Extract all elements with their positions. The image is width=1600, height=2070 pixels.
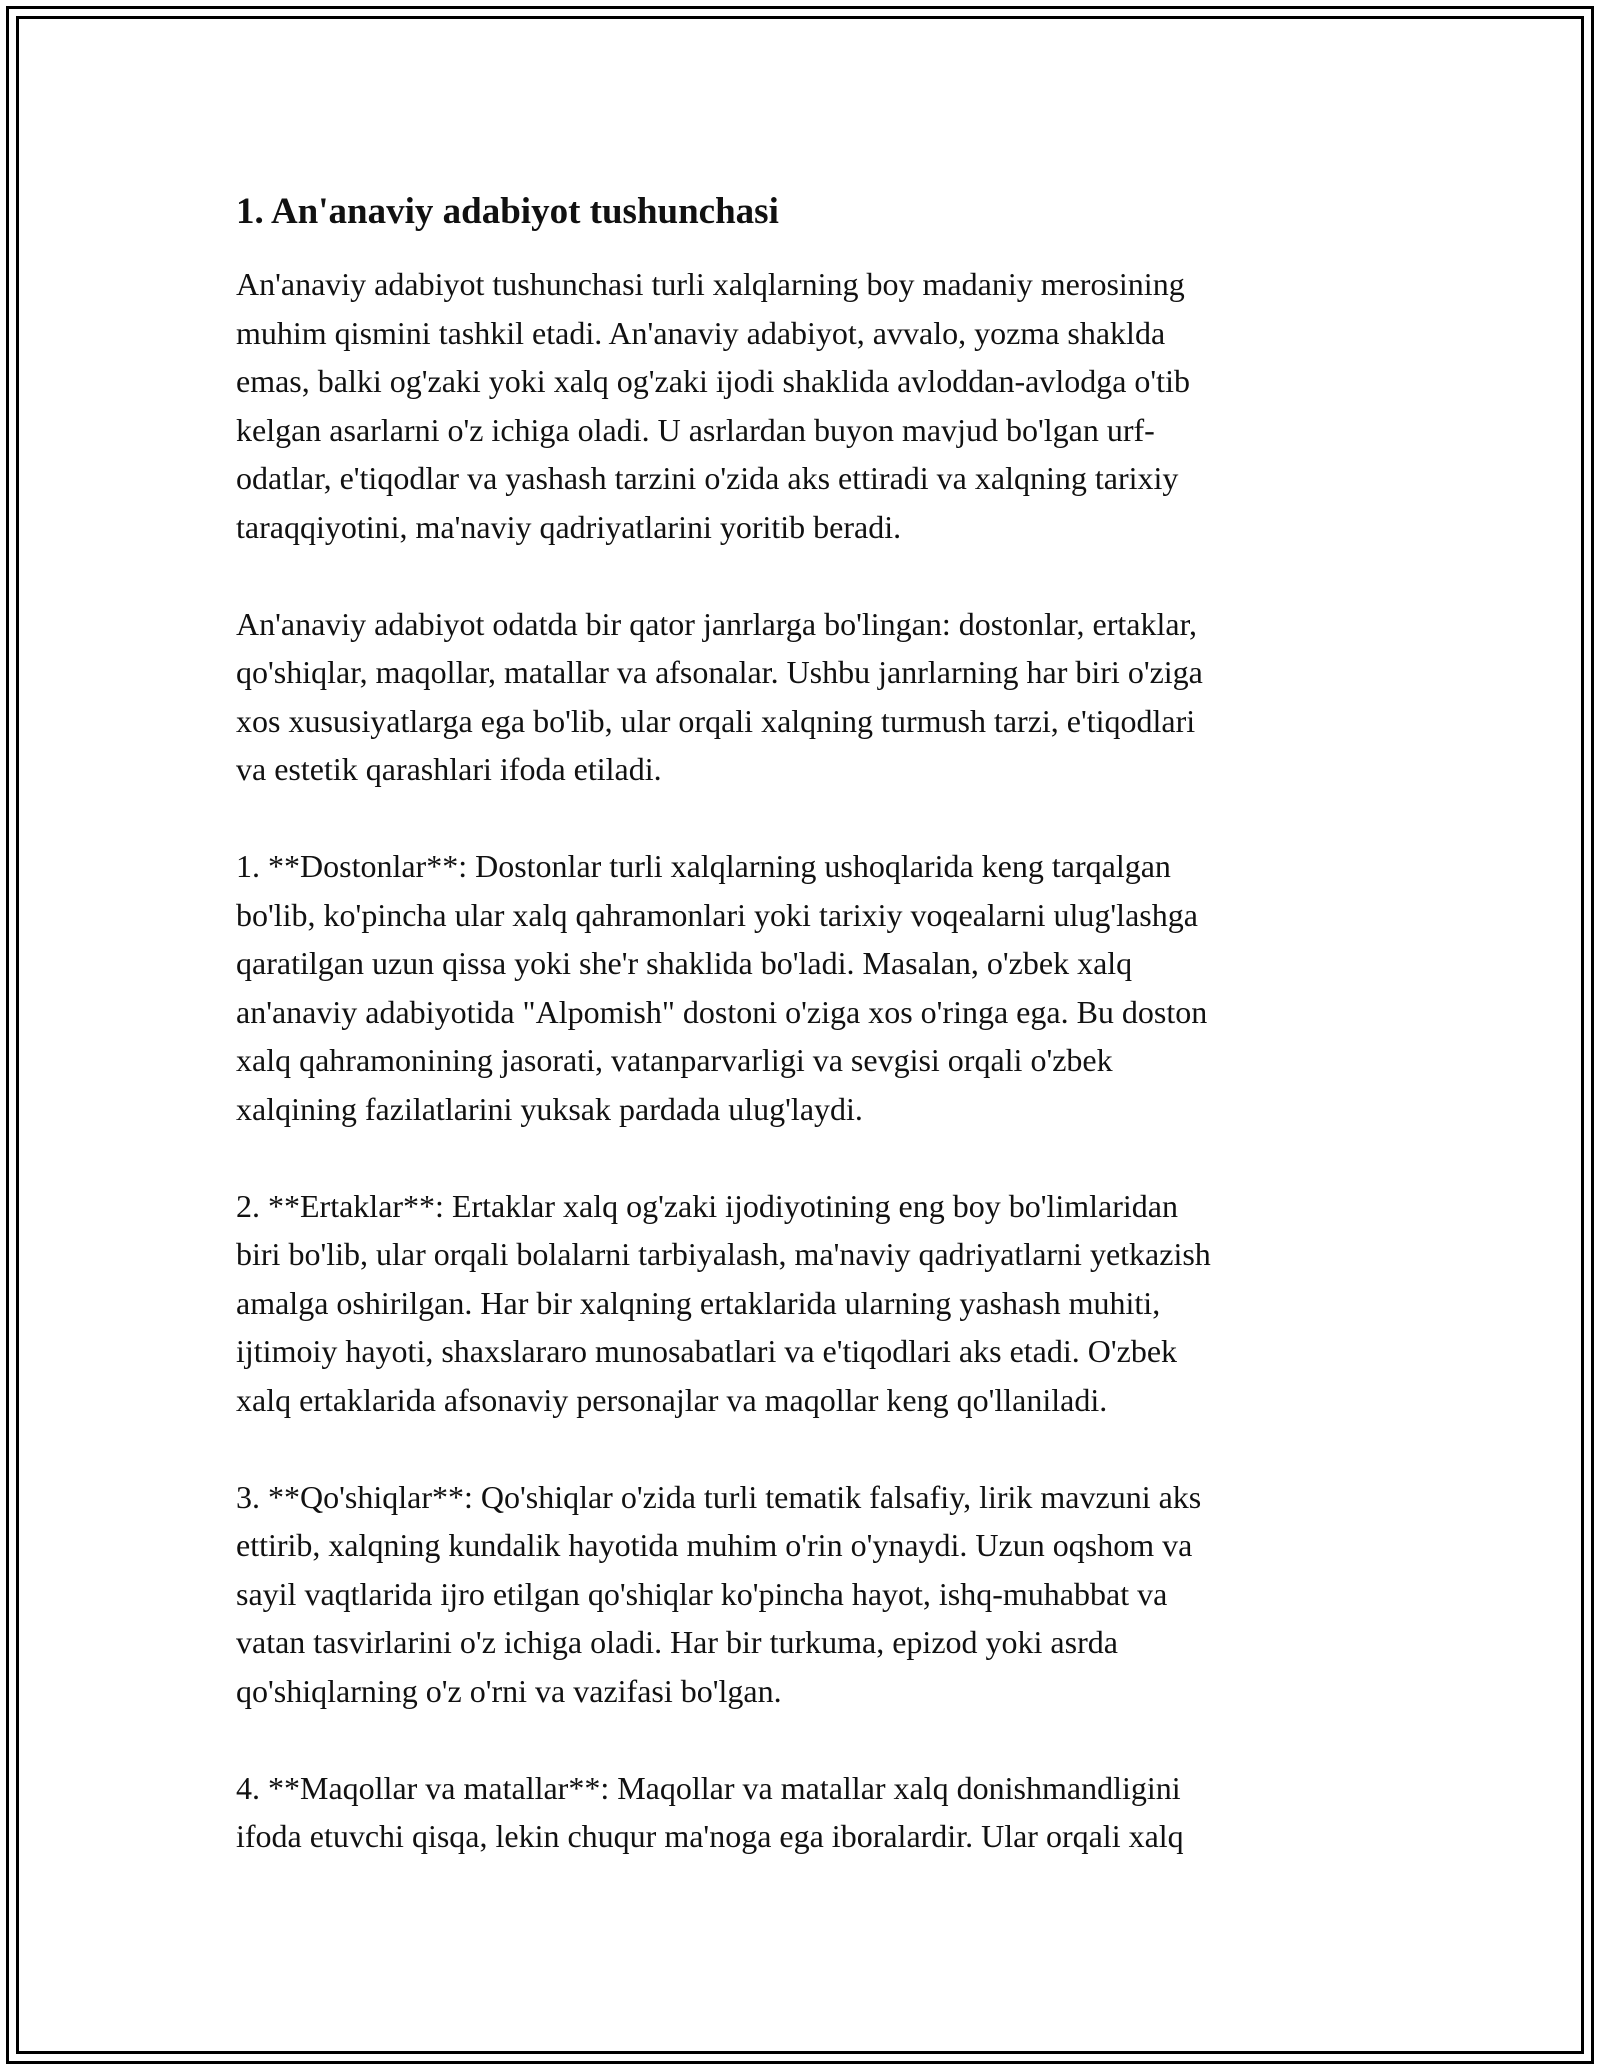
text-line: qo'shiqlarning o'z o'rni va vazifasi bo'lgan. [236, 1672, 782, 1709]
text-line: an'anaviy adabiyotida "Alpomish" dostoni o'ziga xos o'ringa ega. Bu doston [236, 993, 1208, 1030]
text-line: biri bo'lib, ular orqali bolalarni tarbiyalash, ma'naviy qadriyatlarni yetkazish [236, 1236, 1211, 1272]
paragraph [236, 1182, 1366, 1425]
text-line: ifoda etuvchi qisqa, lekin chuqur ma'noga ega iboralardir. Ular orqali xalq [236, 1818, 1184, 1854]
text-line: bo'lib, ko'pincha ular xalq qahramonlari yoki tarixiy voqealarni ulug'lashga [236, 896, 1198, 933]
section-title: 1. An'anaviy adabiyot tushunchasi [236, 191, 779, 232]
text-line: va estetik qarashlari ifoda etiladi. [236, 751, 662, 787]
text-line: muhim qismini tashkil etadi. An'anaviy adabiyot, avvalo, yozma shaklda [236, 314, 1166, 351]
text-line: kelgan asarlarni o'z ichiga oladi. U asrlardan buyon mavjud bo'lgan urf- [236, 411, 1155, 448]
text-line: An'anaviy adabiyot odatda bir qator janrlarga bo'lingan: dostonlar, ertaklar, [236, 605, 1197, 642]
paragraph [236, 842, 1366, 1133]
text-line: xalq qahramonining jasorati, vatanparvarligi va sevgisi orqali o'zbek [236, 1042, 1113, 1078]
text-line: xos xususiyatlarga ega bo'lib, ular orqali xalqning turmush tarzi, e'tiqodlari [236, 702, 1196, 739]
text-line: An'anaviy adabiyot tushunchasi turli xalqlarning boy madaniy merosining [236, 266, 1185, 302]
text-line: ettirib, xalqning kundalik hayotida muhim o'rin o'ynaydi. Uzun oqshom va [236, 1527, 1193, 1563]
text-line: xalq ertaklarida afsonaviy personajlar va maqollar keng qo'llaniladi. [236, 1381, 1108, 1418]
text-line: odatlar, e'tiqodlar va yashash tarzini o'zida aks ettiradi va xalqning tarixiy [236, 460, 1179, 496]
text-line: taraqqiyotini, ma'naviy qadriyatlarini yoritib beradi. [236, 508, 902, 545]
document-body [236, 188, 1366, 1861]
text-line: amalga oshirilgan. Har bir xalqning ertaklarida ularning yashash muhiti, [236, 1284, 1161, 1321]
text-line: 3. **Qo'shiqlar**: Qo'shiqlar o'zida turli tematik falsafiy, lirik mavzuni aks [236, 1478, 1202, 1515]
text-line: emas, balki og'zaki yoki xalq og'zaki ijodi shaklida avloddan-avlodga o'tib [236, 363, 1190, 399]
text-line: qaratilgan uzun qissa yoki she'r shaklida bo'ladi. Masalan, o'zbek xalq [236, 945, 1133, 981]
paragraph [236, 260, 1366, 551]
text-line: ijtimoiy hayoti, shaxslararo munosabatlari va e'tiqodlari aks etadi. O'zbek [236, 1333, 1178, 1369]
text-line: 2. **Ertaklar**: Ertaklar xalq og'zaki ijodiyotining eng boy bo'limlaridan [236, 1187, 1178, 1224]
paragraph [236, 600, 1366, 794]
text-line: sayil vaqtlarida ijro etilgan qo'shiqlar ko'pincha hayot, ishq-muhabbat va [236, 1575, 1168, 1612]
text-line: xalqining fazilatlarini yuksak pardada ulug'laydi. [236, 1090, 863, 1127]
text-line: 1. **Dostonlar**: Dostonlar turli xalqlarning ushoqlarida keng tarqalgan [236, 848, 1171, 884]
paragraph [236, 1764, 1366, 1861]
text-line: vatan tasvirlarini o'z ichiga oladi. Har bir turkuma, epizod yoki asrda [236, 1624, 1118, 1660]
paragraph-list [236, 260, 1366, 1861]
paragraph [236, 1473, 1366, 1716]
text-line: qo'shiqlar, maqollar, matallar va afsonalar. Ushbu janrlarning har biri o'ziga [236, 654, 1203, 690]
text-line: 4. **Maqollar va matallar**: Maqollar va matallar xalq donishmandligini [236, 1769, 1181, 1806]
